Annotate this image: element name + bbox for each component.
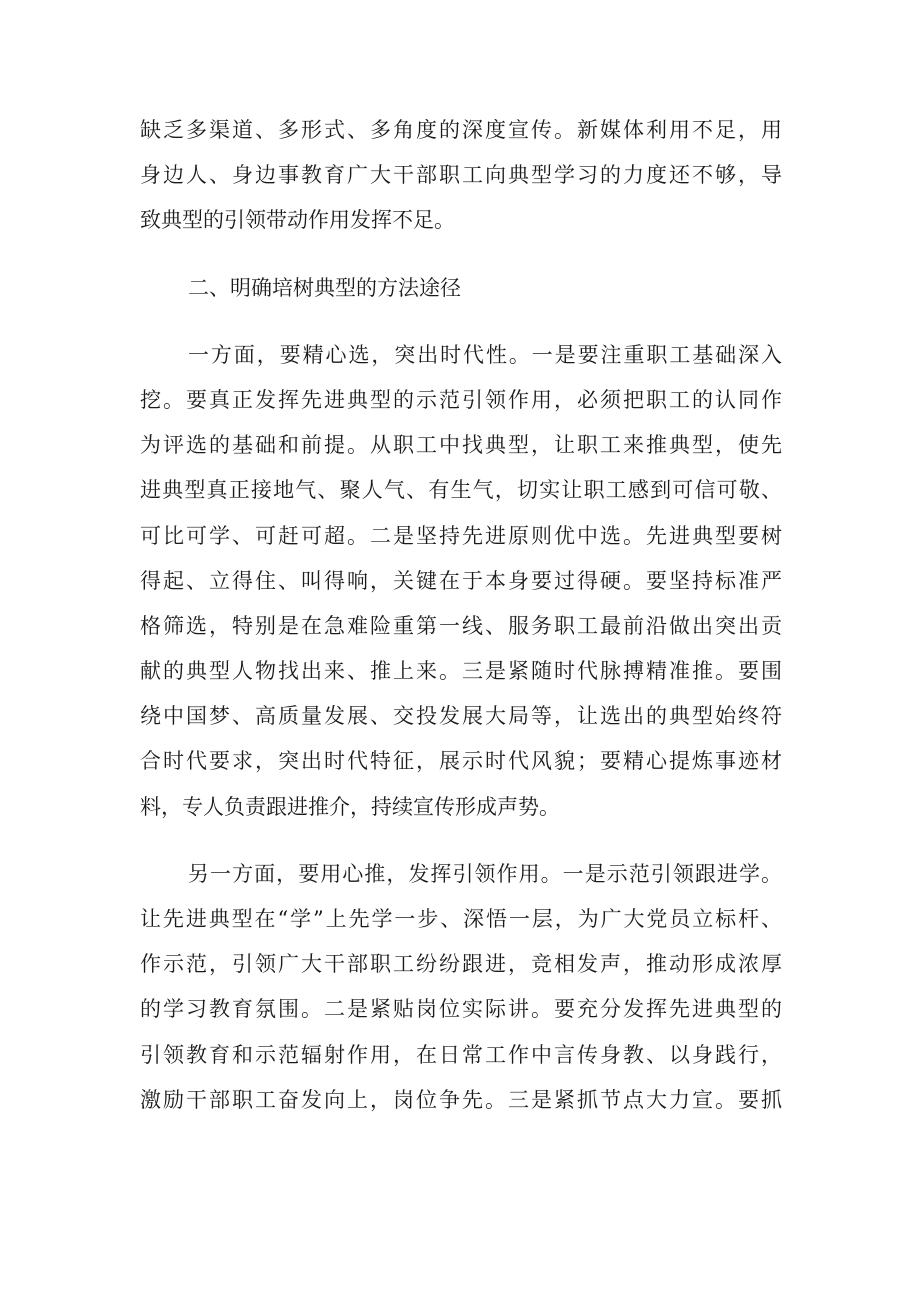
text-line: 进典型真正接地气、聚人气、有生气，切实让职工感到可信可敬、 — [140, 478, 782, 503]
paragraph-selection — [140, 333, 782, 830]
paragraph-gap — [140, 244, 782, 266]
text-line: 致典型的引领带动作用发挥不足。 — [140, 208, 455, 233]
text-line: 合时代要求，突出时代特征，展示时代风貌；要精心提炼事迹材 — [140, 749, 782, 774]
paragraph-continuation — [140, 108, 782, 244]
text-line: 挖。要真正发挥先进典型的示范引领作用，必须把职工的认同作 — [140, 387, 782, 412]
text-line: 激励干部职工奋发向上，岗位争先。三是紧抓节点大力宣。要抓 — [140, 1087, 782, 1112]
text-line: 让先进典型在“学”上先学一步、深悟一层，为广大党员立标杆、 — [140, 907, 782, 931]
document-page — [140, 108, 782, 1123]
text-line: 料，专人负责跟进推介，持续宣传形成声势。 — [140, 794, 560, 819]
text-line: 为评选的基础和前提。从职工中找典型，让职工来推典型，使先 — [140, 433, 782, 458]
text-line: 绕中国梦、高质量发展、交投发展大局等，让选出的典型始终符 — [140, 704, 782, 729]
text-line: 身边人、身边事教育广大干部职工向典型学习的力度还不够，导 — [140, 163, 782, 188]
text-line: 得起、立得住、叫得响，关键在于本身要过得硬。要坚持标准严 — [140, 568, 782, 593]
text-line: 一方面，要精心选，突出时代性。一是要注重职工基础深入 — [188, 342, 782, 367]
text-line: 引领教育和示范辐射作用，在日常工作中言传身教、以身践行， — [140, 1042, 782, 1067]
text-line: 献的典型人物找出来、推上来。三是紧随时代脉搏精准推。要围 — [140, 659, 782, 684]
text-line: 另一方面，要用心推，发挥引领作用。一是示范引领跟进学。 — [188, 861, 782, 886]
paragraph-promotion — [140, 852, 782, 1123]
text-line: 的学习教育氛围。二是紧贴岗位实际讲。要充分发挥先进典型的 — [140, 997, 782, 1022]
text-line: 缺乏多渠道、多形式、多角度的深度宣传。新媒体利用不足，用 — [140, 118, 782, 142]
paragraph-gap — [140, 830, 782, 852]
text-line: 作示范，引领广大干部职工纷纷跟进，竞相发声，推动形成浓厚 — [140, 952, 782, 977]
text-line: 可比可学、可赶可超。二是坚持先进原则优中选。先进典型要树 — [140, 523, 782, 548]
paragraph-gap — [140, 311, 782, 333]
section-heading: 二、明确培树典型的方法途径 — [188, 275, 461, 300]
text-line: 格筛选，特别是在急难险重第一线、服务职工最前沿做出突出贡 — [140, 613, 782, 638]
